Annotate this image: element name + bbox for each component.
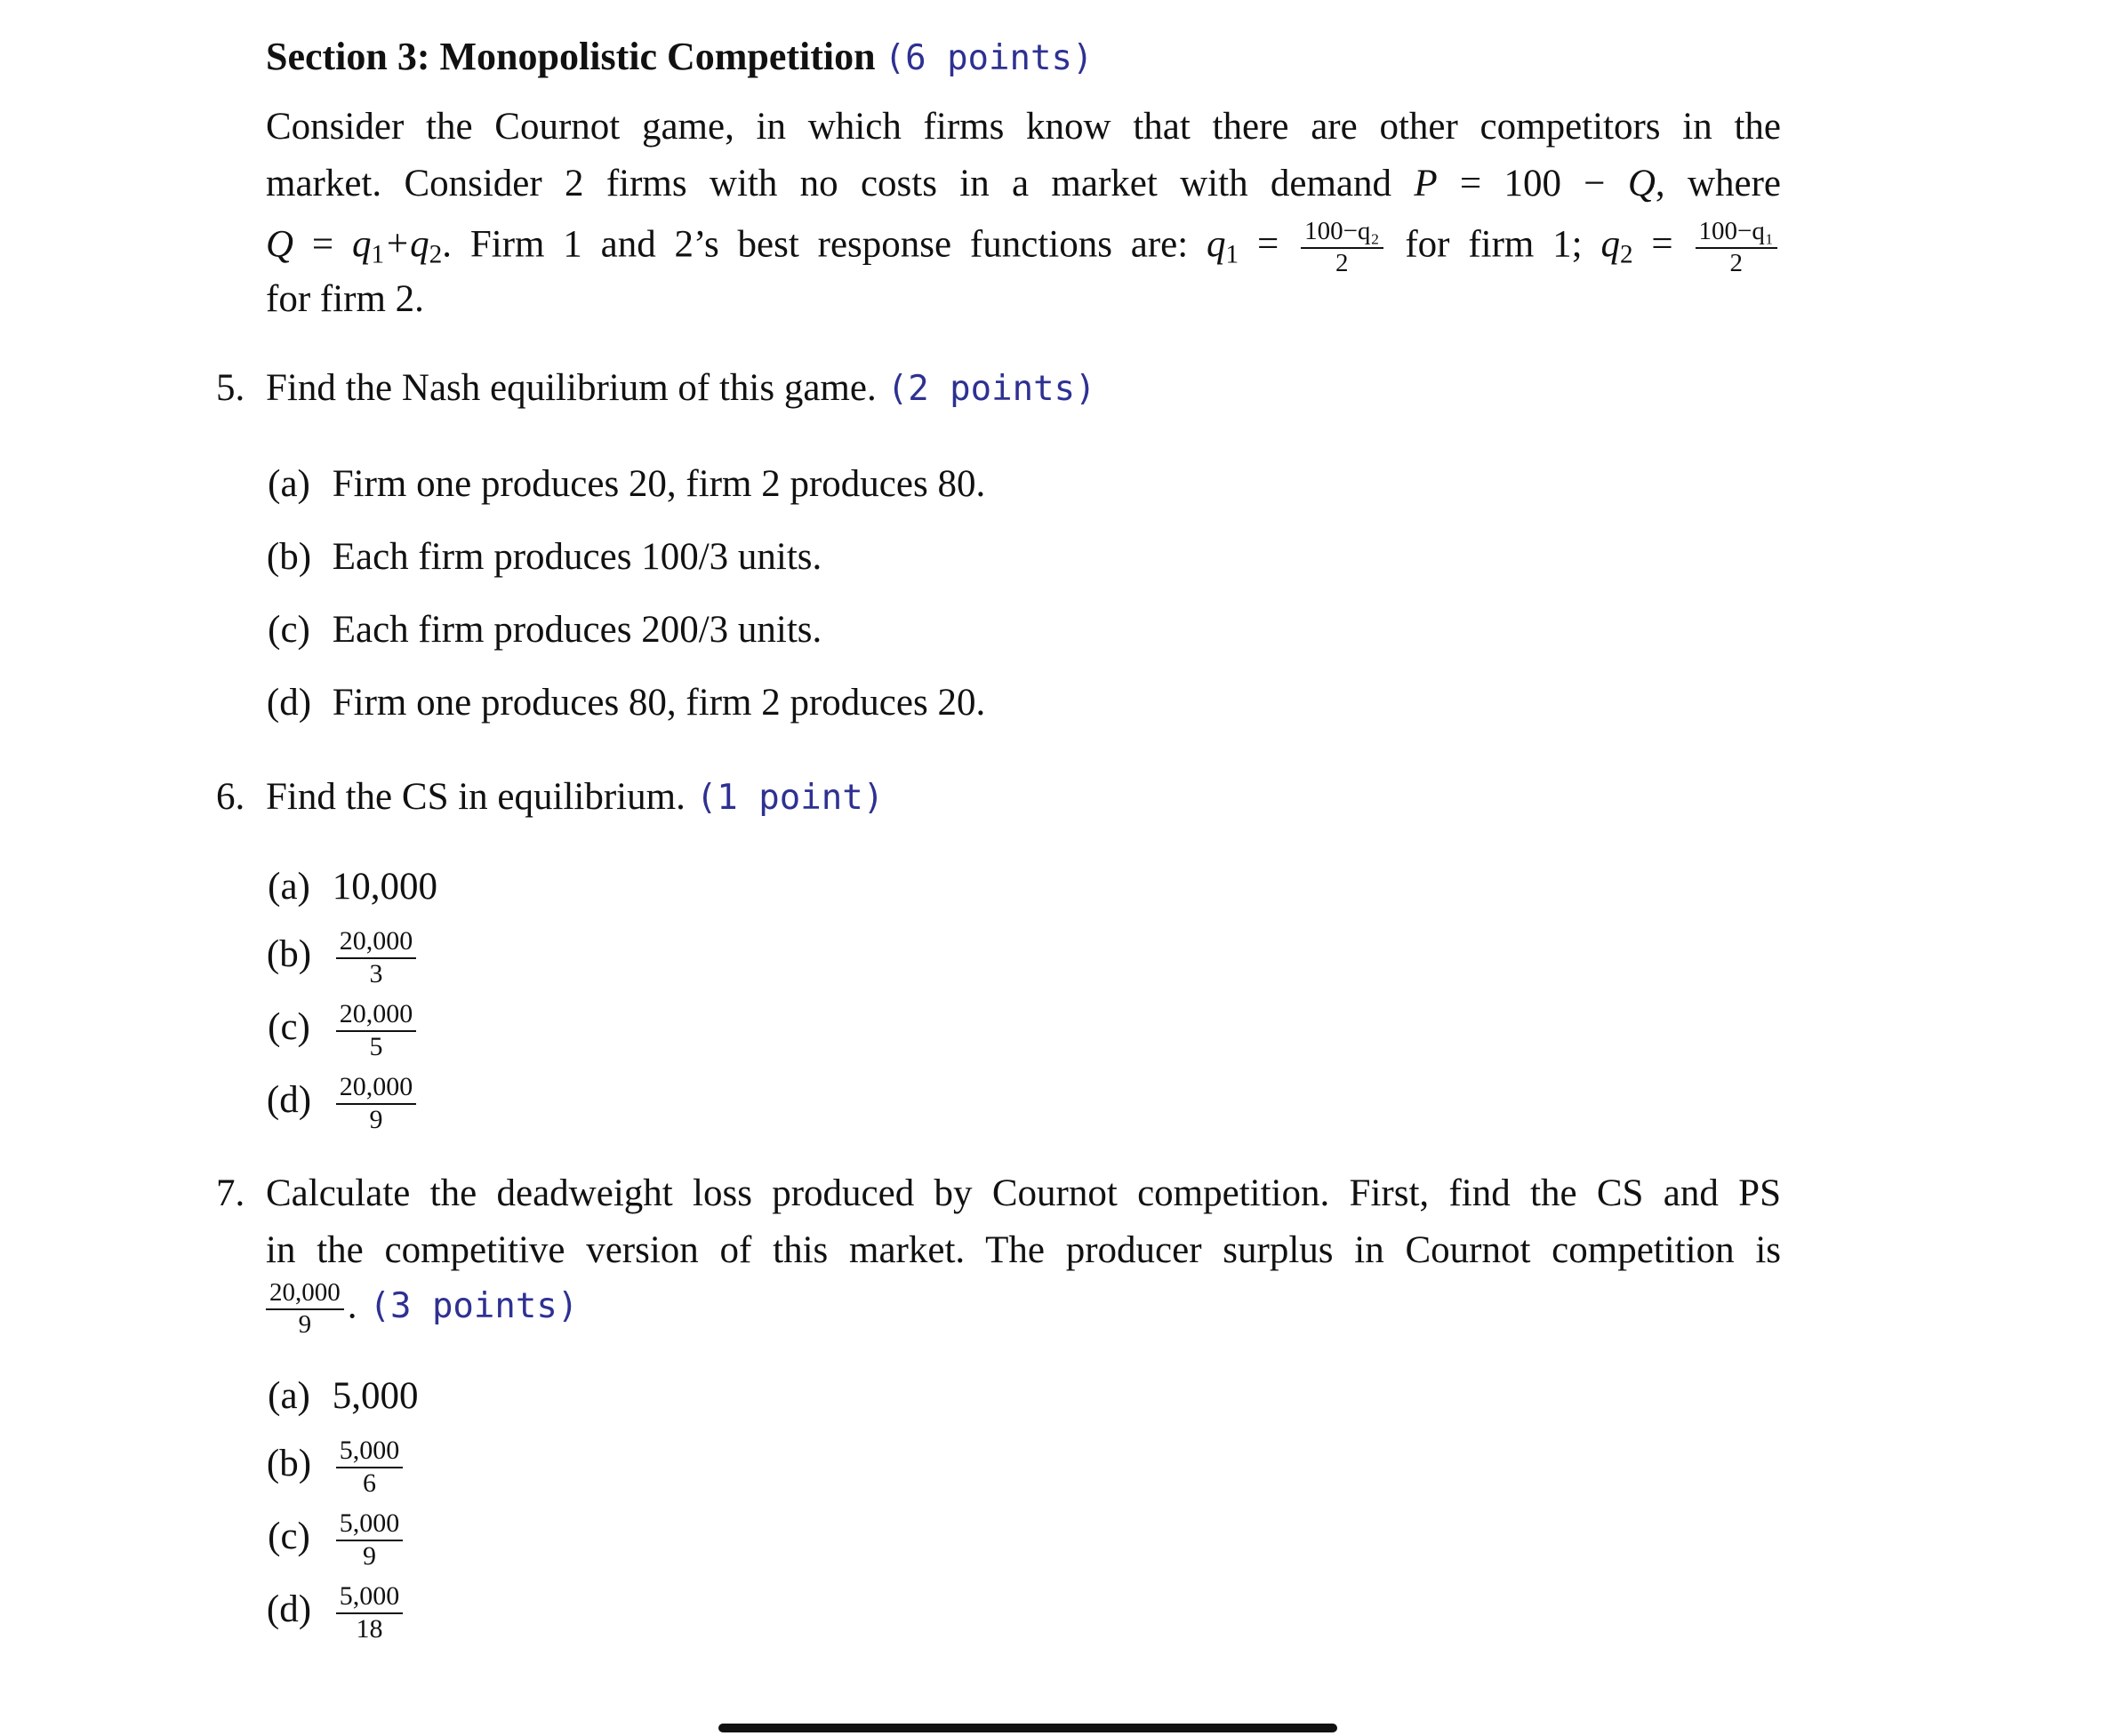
producer-surplus-fraction [266,1280,344,1338]
fraction-numerator: 5,000 [336,1583,404,1614]
question-points: (1 point) [695,778,885,818]
q6-option-a [255,865,437,908]
question-number: 6. [216,776,245,818]
intro-where: , where [1655,163,1782,204]
question-text: Find the CS in equilibrium. [266,776,686,818]
question-6 [216,775,884,819]
question-7-line-2: in the competitive version of this market. The producer surplus in Cournot competition is [266,1229,1781,1271]
fraction-numerator: 5,000 [336,1510,404,1541]
option-text: 5,000 [332,1375,419,1417]
question-number: 5. [216,367,245,409]
section-points: (6 points) [884,38,1094,78]
question-number: 7. [216,1172,245,1214]
q5-option-a [255,462,985,506]
period: . [347,1284,357,1327]
section-title: Section 3: Monopolistic Competition [266,35,876,78]
option-fraction [336,1074,417,1133]
option-label: (a) [268,1375,310,1417]
option-label: (b) [266,933,312,976]
option-fraction [336,1001,417,1060]
fraction-denominator: 9 [363,1541,376,1571]
q6-option-b [255,928,420,988]
option-fraction [336,1510,404,1570]
q5-option-c [255,608,822,652]
q6-option-d [255,1074,420,1133]
intro-line-4: for firm 2. [266,278,424,320]
option-label: (b) [266,1443,312,1485]
option-text: Firm one produces 80, firm 2 produces 20. [332,682,986,724]
question-7-line-1 [216,1172,1781,1215]
question-5 [216,366,1096,410]
question-points: (3 points) [369,1286,579,1327]
intro-text: market. Consider 2 firms with no costs in a market with demand [266,163,1391,204]
q5-option-d [255,681,985,724]
fraction-denominator: 9 [369,1105,383,1134]
option-label: (d) [266,1079,312,1122]
math-Q: Q [1627,163,1656,204]
option-label: (d) [266,682,312,724]
option-label: (a) [268,463,310,505]
section-heading [266,34,1093,79]
math-eq-sign: = [293,223,352,266]
fraction-denominator: 9 [298,1310,312,1339]
option-fraction [336,1437,404,1497]
fraction-denominator: 2 [1729,249,1743,277]
option-label: (a) [268,866,310,908]
fraction-numerator: 20,000 [266,1280,344,1310]
option-label: (b) [266,536,312,578]
best-response-fraction-1 [1301,219,1383,276]
fraction-denominator: 3 [369,959,383,988]
option-label: (c) [268,1516,310,1558]
fraction-numerator: 20,000 [336,1074,417,1105]
intro-line-1: Consider the Cournot game, in which firms know that there are other competitors in the [266,106,1781,148]
fraction-numerator: 5,000 [336,1437,404,1468]
intro-line-3: $Q = q_1+q_2$. Firm 1 and 2’s best response functions are: $q_1$ = $\frac{\text{100−q₂}}{2}$ for firm 1; $q_2$ = $\frac{\text{100−q₁}}{2}$ [266,219,1781,276]
fraction-denominator: 18 [356,1614,383,1644]
option-label: (d) [266,1588,312,1631]
option-label: (c) [268,609,310,651]
fraction-numerator: 20,000 [336,928,417,959]
math-q2: $q_2$ [1600,223,1633,269]
intro-best-response: . Firm 1 and 2’s best response functions are: [442,223,1189,266]
math-q1: $q_1$ [1207,223,1239,269]
math-demand-eq: = 100 − [1437,163,1628,204]
intro-for-firm-1: for firm 1; [1405,223,1583,266]
fraction-denominator: 6 [363,1468,376,1498]
question-text: Calculate the deadweight loss produced by Cournot competition. First, find the CS and PS [266,1172,1781,1214]
q7-option-c [255,1510,406,1570]
option-text: Each firm produces 100/3 units. [332,536,822,578]
question-points: (2 points) [886,369,1096,409]
fraction-denominator: 5 [369,1032,383,1061]
option-fraction [336,1583,404,1643]
q7-option-b [255,1437,406,1497]
q5-option-b [255,535,822,579]
q7-option-a [255,1374,419,1418]
home-indicator-bar[interactable] [718,1724,1337,1732]
q7-option-d [255,1583,406,1643]
intro-line-2 [266,162,1781,205]
q6-option-c [255,1001,420,1060]
best-response-fraction-2 [1696,219,1777,276]
fraction-numerator: 100−q₁ [1696,219,1777,249]
option-text: Each firm produces 200/3 units. [332,609,822,651]
question-7-line-3 [266,1280,1781,1338]
fraction-numerator: 20,000 [336,1001,417,1032]
option-text: 10,000 [332,866,437,908]
option-fraction [336,928,417,988]
math-P: P [1414,163,1438,204]
option-text: Firm one produces 20, firm 2 produces 80. [332,463,986,505]
question-text: Find the Nash equilibrium of this game. [266,367,877,409]
fraction-numerator: 100−q₂ [1301,219,1383,249]
option-label: (c) [268,1006,310,1049]
math-Q-sum: Q [266,223,294,266]
math-q1-plus-q2: $q_1+q_2$ [351,223,443,269]
fraction-denominator: 2 [1335,249,1349,277]
